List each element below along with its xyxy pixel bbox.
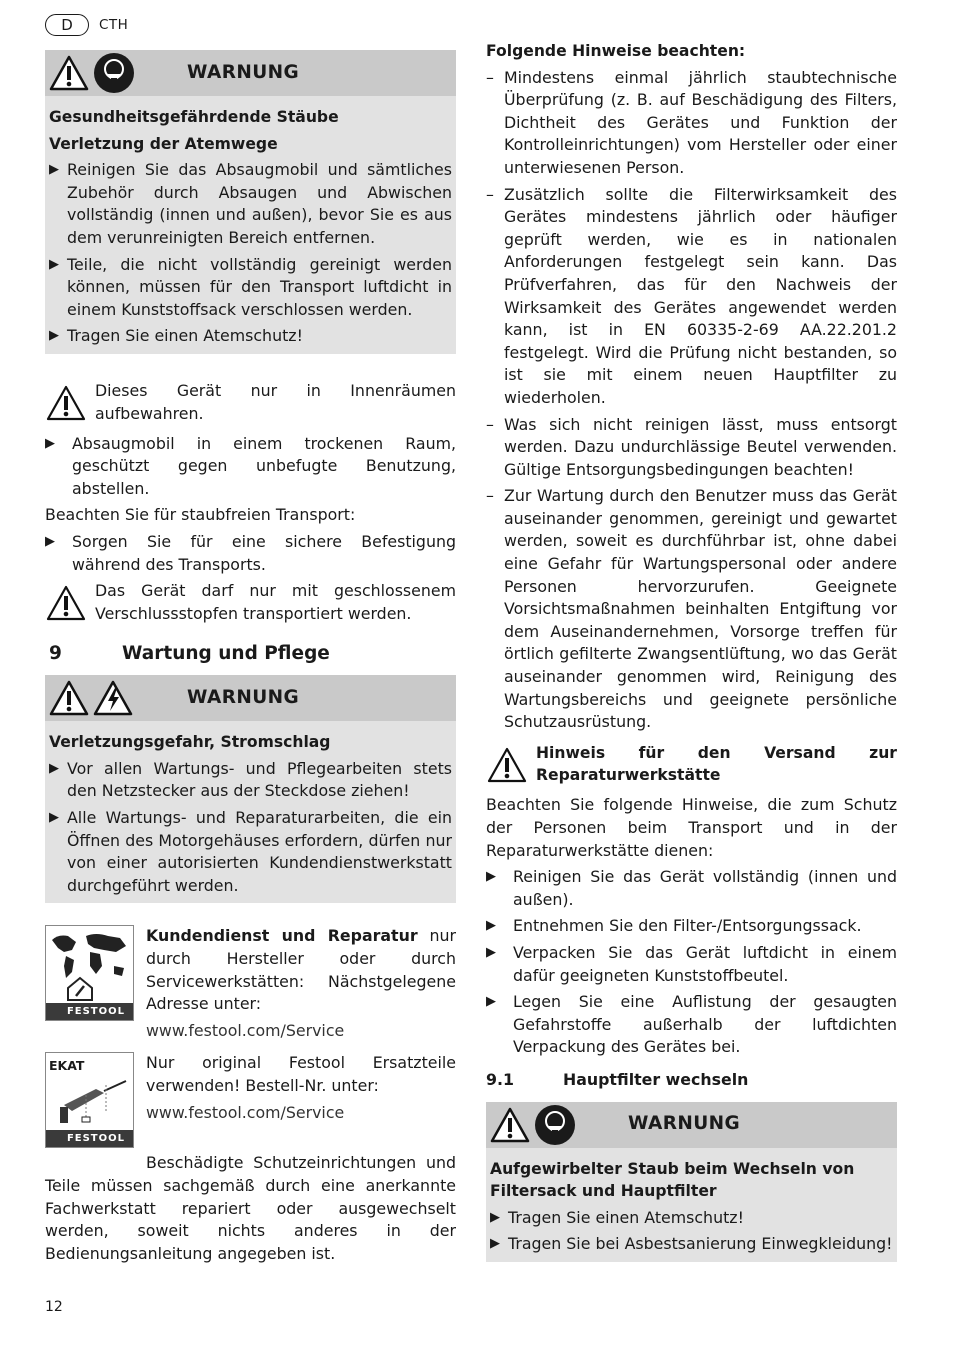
warning-box-electric xyxy=(45,675,456,903)
note-text: Das Gerät darf nur mit geschlossenem Verschlussstopfen transportiert werden. xyxy=(95,581,456,623)
bullet-arrow-icon: ▶ xyxy=(49,328,59,344)
bullet-arrow-icon: ▶ xyxy=(45,435,55,451)
subsection-number: 9.1 xyxy=(486,1069,514,1089)
warning-triangle-icon xyxy=(486,746,528,784)
warning-box-dust xyxy=(45,50,456,354)
model-name: CTH xyxy=(99,17,129,33)
list-item: ▶ Vor allen Wartungs- und Pflegearbeiten stets den Netzstecker aus der Steckdose ziehen! xyxy=(49,758,452,803)
hazard-heading: Gesundheitsgefährdende Stäube xyxy=(49,108,339,126)
hazard-heading: Verletzungsgefahr, Stromschlag xyxy=(49,733,331,752)
spare-parts-link[interactable]: www.festool.com/Service xyxy=(146,1102,345,1122)
repair-text: Beschädigte Schutzeinrichtungen und Teile müssen sachgemäß durch eine anerkannte Fachwerkstatt repariert oder ausgewechselt werden, soweit nichts anderes in der Bedienungsanleitung angegeben ist. xyxy=(45,1153,456,1263)
list-item: – Mindestens einmal jährlich staubtechnische Überprüfung (z. B. auf Beschädigung des Filters, Dichtheit des Gerätes und Funktion der Kontrolleinrichtungen) vom Hersteller oder einer unterwiesenen Person. xyxy=(486,67,897,177)
warning-triangle-icon xyxy=(45,584,87,622)
language-badge: D xyxy=(45,14,89,36)
electric-shock-icon xyxy=(93,679,133,717)
bullet-arrow-icon: ▶ xyxy=(49,256,59,272)
respirator-mask-icon xyxy=(93,52,135,94)
caution-note xyxy=(45,580,456,629)
section-heading xyxy=(49,643,456,666)
warning-title: WARNUNG xyxy=(187,686,300,708)
warning-box-filter xyxy=(486,1102,897,1262)
service-block xyxy=(45,925,456,1042)
list-item: ▶ Sorgen Sie für eine sichere Befestigung während des Transports. xyxy=(45,531,456,576)
service-link[interactable]: www.festool.com/Service xyxy=(146,1020,345,1040)
ekat-parts-icon xyxy=(45,1052,134,1148)
bullet-arrow-icon: ▶ xyxy=(490,1236,500,1252)
festool-logo: FESTOOL xyxy=(46,1130,133,1147)
list-item: ▶ Teile, die nicht vollständig gereinigt werden können, müssen für den Transport luftdicht in einem Kunststoffsack verschlossen werden. xyxy=(49,254,452,322)
note-text: Dieses Gerät nur in Innenräumen aufbewahren. xyxy=(95,380,456,423)
ekat-label: EKAT xyxy=(49,1058,85,1074)
warning-title: WARNUNG xyxy=(187,61,300,83)
bullet-arrow-icon: ▶ xyxy=(49,162,59,178)
section-title: Wartung und Pflege xyxy=(122,642,330,664)
shipping-intro: Beachten Sie folgende Hinweise, die zum Schutz der Personen beim Transport und in der Reparaturwerkstätte dienen: xyxy=(486,795,897,860)
right-column xyxy=(486,40,897,1282)
list-item: ▶ Alle Wartungs- und Reparaturarbeiten, die ein Öffnen des Motorgehäuses erfordern, dürfen nur von einer autorisierten Kundendienstwerkstatt durchgeführt werden. xyxy=(49,807,452,897)
bullet-arrow-icon: ▶ xyxy=(486,869,496,885)
respirator-mask-icon xyxy=(534,1104,576,1146)
warning-triangle-icon xyxy=(490,1106,530,1144)
service-bold: Kundendienst und Reparatur xyxy=(146,926,418,946)
subsection-title: Hauptfilter wechseln xyxy=(563,1069,749,1089)
list-item: ▶ Legen Sie eine Auflistung der gesaugten Gefahrstoffe außerhalb der luftdichten Verpackung des Gerätes bei. xyxy=(486,991,897,1059)
list-item: ▶ Verpacken Sie das Gerät luftdicht in einem dafür geeigneten Kunststoffbeutel. xyxy=(486,942,897,987)
shipping-note xyxy=(486,742,897,791)
list-item: ▶ Tragen Sie einen Atemschutz! xyxy=(490,1207,893,1230)
festool-logo: FESTOOL xyxy=(46,1003,133,1020)
hints-heading: Folgende Hinweise beachten: xyxy=(486,42,746,60)
world-map-service-icon xyxy=(45,925,134,1021)
subsection-heading xyxy=(486,1069,897,1092)
bullet-arrow-icon: ▶ xyxy=(45,533,55,549)
bullet-arrow-icon: ▶ xyxy=(490,1209,500,1225)
transport-intro: Beachten Sie für staubfreien Transport: xyxy=(45,505,356,525)
service-text: nur durch Hersteller oder durch Servicewerkstätten: Nächstgelegene Adresse unter: xyxy=(146,926,456,1014)
warning-triangle-icon xyxy=(49,54,89,92)
bullet-arrow-icon: ▶ xyxy=(49,760,59,776)
section-number: 9 xyxy=(49,642,62,664)
warning-header xyxy=(45,675,456,721)
bullet-arrow-icon: ▶ xyxy=(486,918,496,934)
bullet-arrow-icon: ▶ xyxy=(49,810,59,826)
warning-triangle-icon xyxy=(49,679,89,717)
list-item: – Zusätzlich sollte die Filterwirksamkeit des Gerätes mindestens jährlich oder häufiger geprüft werden, wie es in nationalen Anforderungen festgelegt sein kann. Das Prüfverfahren, das für den Nachweis der Wirksamkeit des Gerätes angewendet werden kann, ist in EN 60335-2-69 AA.22.201.2 festgelegt. Wird die Prüfung nicht bestanden, so ist sie mit einem neuen Hauptfilter zu wiederholen. xyxy=(486,184,897,407)
list-item: ▶ Tragen Sie bei Asbestsanierung Einwegkleidung! xyxy=(490,1233,893,1256)
list-item: ▶ Tragen Sie einen Atemschutz! xyxy=(49,325,452,348)
list-item: – Zur Wartung durch den Benutzer muss das Gerät auseinander genommen, gereinigt und gewartet werden, soweit es durchführbar ist, ohne dabei eine Gefahr für Wartungspersonal oder andere Personen hervorzurufen. Geeignete Vorsichtsmaßnahmen beinhalten Entgiftung vor dem Auseinandernehmen, Vorsorge treffen für örtlich gefilterte Zwangsentlüftung, wo das Gerät auseinander genommen wird, Reinigung des Wartungsbereichs und geeignete persönliche Schutzausrüstung. xyxy=(486,486,897,732)
warning-title: WARNUNG xyxy=(628,1113,741,1135)
spare-parts-text: Nur original Festool Ersatzteile verwenden! Bestell-Nr. unter: xyxy=(146,1053,456,1095)
page-header xyxy=(45,14,128,36)
list-item: – Was sich nicht reinigen lässt, muss entsorgt werden. Dazu undurchlässige Beutel verwenden. Gültige Entsorgungsbedingungen beachten! xyxy=(486,414,897,479)
page-number: 12 xyxy=(45,1299,63,1315)
hazard-heading: Aufgewirbelter Staub beim Wechseln von Filtersack und Hauptfilter xyxy=(490,1159,855,1201)
spare-parts-block xyxy=(45,1052,456,1148)
list-item: ▶ Entnehmen Sie den Filter-/Entsorgungssack. xyxy=(486,915,897,938)
list-item: ▶ Reinigen Sie das Gerät vollständig (innen und außen). xyxy=(486,866,897,911)
warning-triangle-icon xyxy=(45,384,87,422)
bullet-arrow-icon: ▶ xyxy=(486,994,496,1010)
note-text: Hinweis für den Versand zur Reparaturwerkstätte xyxy=(536,743,897,785)
caution-note xyxy=(45,380,456,429)
left-column xyxy=(45,50,456,1265)
list-item: ▶ Reinigen Sie das Absaugmobil und sämtliches Zubehör durch Absaugen und Abwischen vollständig (innen und außen), bevor Sie es aus dem verunreinigten Bereich entfernen. xyxy=(49,159,452,249)
warning-header xyxy=(486,1102,897,1148)
warning-header xyxy=(45,50,456,96)
list-item: ▶ Absaugmobil in einem trockenen Raum, geschützt gegen unbefugte Benutzung, abstellen. xyxy=(45,433,456,501)
bullet-arrow-icon: ▶ xyxy=(486,944,496,960)
hazard-subheading: Verletzung der Atemwege xyxy=(49,134,278,153)
